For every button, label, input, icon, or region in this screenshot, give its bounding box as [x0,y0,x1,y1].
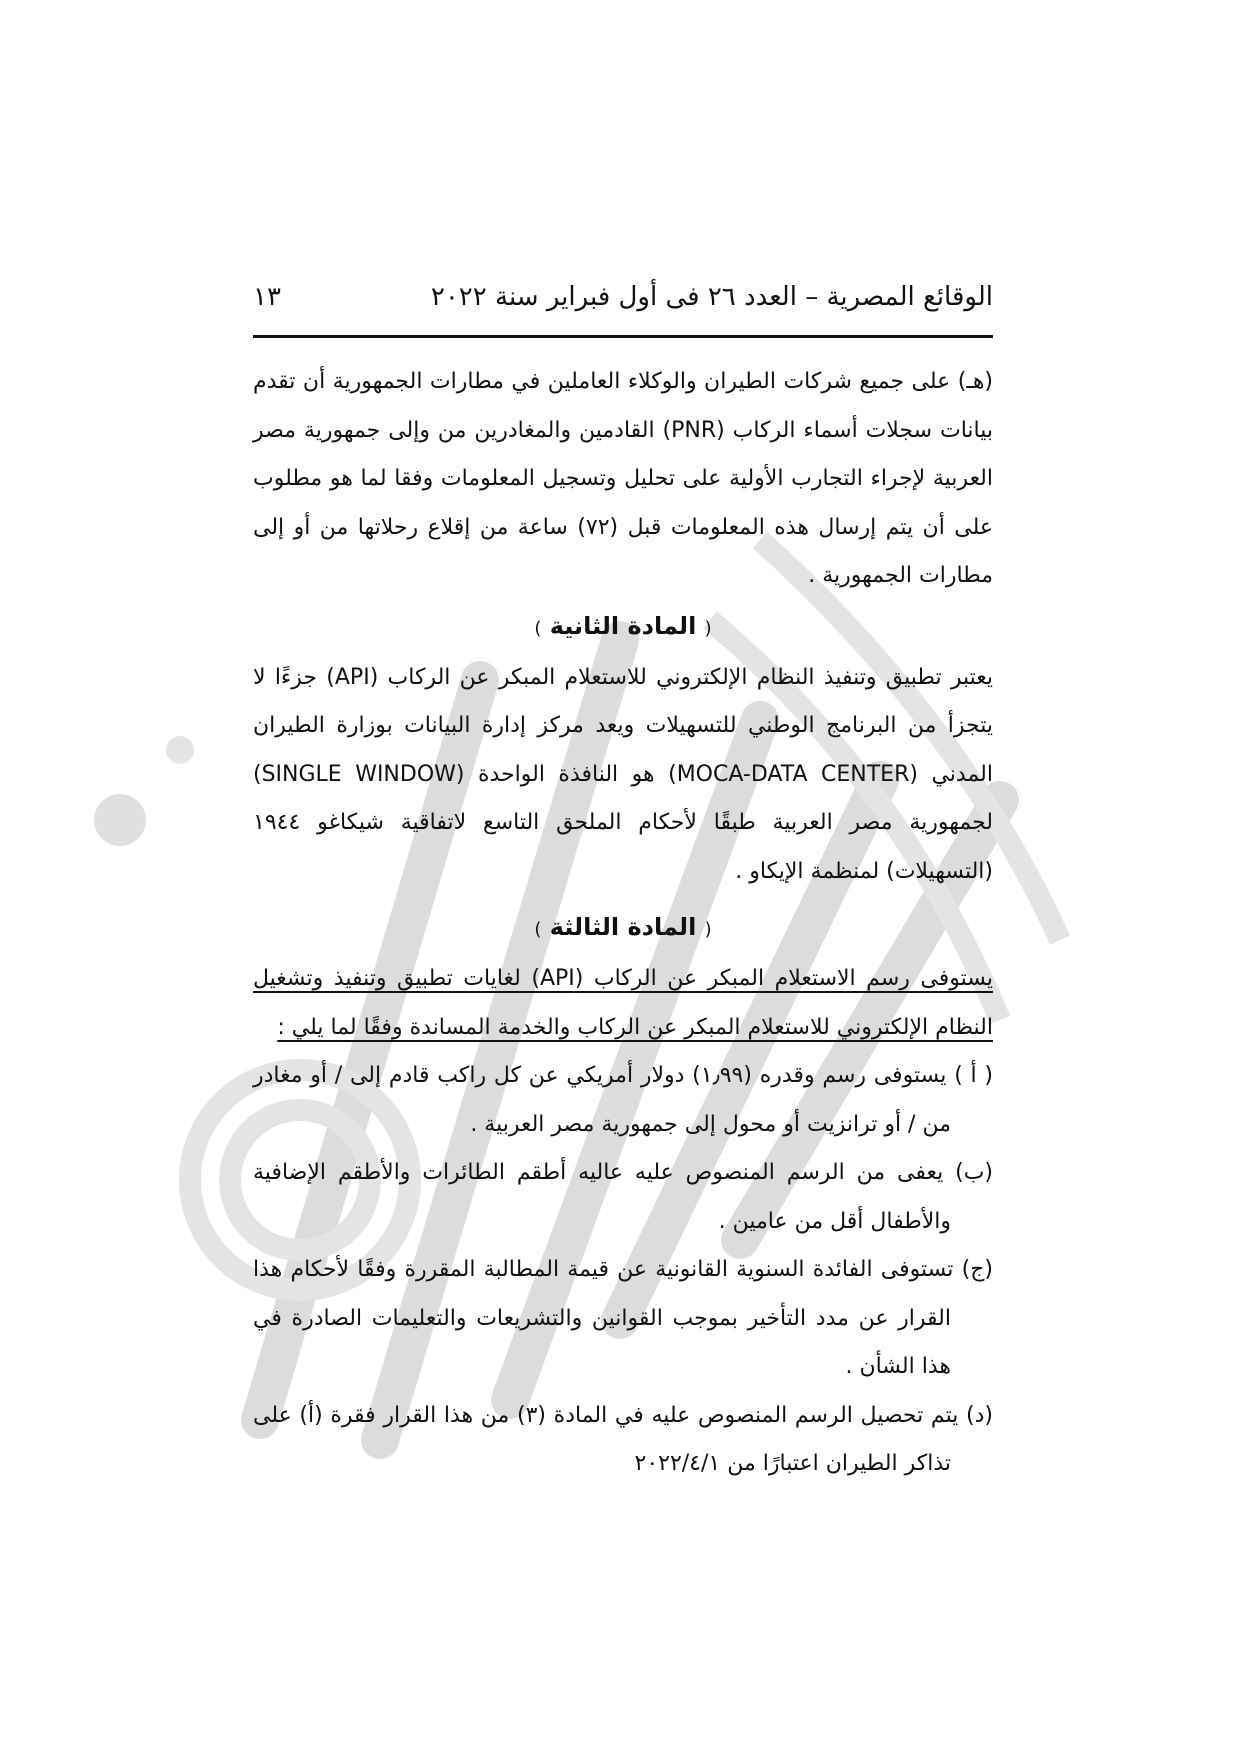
item-c [253,1246,993,1392]
article-3-paren-close: ) [534,919,542,940]
item-a-label: ( أ ) [954,1063,993,1088]
item-c-label: (ج) [961,1257,993,1282]
item-a [253,1052,993,1149]
article-2-title: المادة الثانية [549,611,697,640]
article-3-paren-open: ( [704,919,712,940]
article-2-paren-open: ( [704,617,712,639]
item-d-label: (د) [966,1402,993,1428]
item-b [253,1149,993,1246]
header-divider [253,335,993,338]
article-3-items [253,1052,993,1489]
clause-h: (هـ) على جميع شركات الطيران والوكلاء العاملين في مطارات الجمهورية أن تقدم بيانات سجلات أسماء الركاب (PNR) القادمين والمغادرين من وإلى جمهورية مصر العربية لإجراء التجارب الأولية على تحليل وتسجيل المعلومات وفقا لما هو مطلوب على أن يتم إرسال هذه المعلومات قبل (٧٢) ساعة من إقلاع رحلاتها من أو إلى مطارات الجمهورية . [253,369,993,588]
item-d-text: يتم تحصيل الرسم المنصوص عليه في المادة (٣) من هذا القرار فقرة (أ) على تذاكر الطيران اعتبارًا من ٢٠٢٢/٤/١ [253,1402,959,1476]
page-header [253,282,993,332]
article-2-paren-close: ) [534,617,542,639]
article-2-text: يعتبر تطبيق وتنفيذ النظام الإلكتروني للاستعلام المبكر عن الركاب (API) جزءًا لا يتجزأ من البرنامج الوطني للتسهيلات ويعد مركز إدارة البيانات بوزارة الطيران المدني (MOCA-DATA CENTER) هو النافذة الواحدة (SINGLE WINDOW) لجمهورية مصر العربية طبقًا لأحكام الملحق التاسع لاتفاقية شيكاغو ١٩٤٤ (التسهيلات) لمنظمة الإيكاو . [253,664,994,884]
item-d [253,1392,993,1489]
item-a-text: يستوفى رسم وقدره (١٫٩٩) دولار أمريكي عن كل راكب قادم إلى / أو مغادر من / أو ترانزيت أو محول إلى جمهورية مصر العربية . [253,1063,951,1137]
item-b-label: (ب) [955,1160,993,1185]
article-3-title: المادة الثالثة [549,913,697,941]
page-number: ١٣ [253,282,281,312]
header-title: الوقائع المصرية – العدد ٢٦ فى أول فبراير سنة ٢٠٢٢ [430,282,993,312]
article-3-intro: يستوفى رسم الاستعلام المبكر عن الركاب (API) لغايات تطبيق وتنفيذ وتشغيل النظام الإلكتروني للاستعلام المبكر عن الركاب والخدمة المساندة وفقًا لما يلي : [253,966,993,1040]
document-body [253,358,993,1489]
article-3-heading [253,902,993,955]
item-c-text: تستوفى الفائدة السنوية القانونية عن قيمة المطالبة المقررة وفقًا لأحكام هذا القرار عن مدد التأخير بموجب القوانين والتشريعات والتعليمات الصادرة في هذا الشأن . [253,1257,954,1379]
item-b-text: يعفى من الرسم المنصوص عليه عاليه أطقم الطائرات والأطقم الإضافية والأطفال أقل من عامين . [253,1160,951,1234]
article-2-heading [253,601,993,654]
